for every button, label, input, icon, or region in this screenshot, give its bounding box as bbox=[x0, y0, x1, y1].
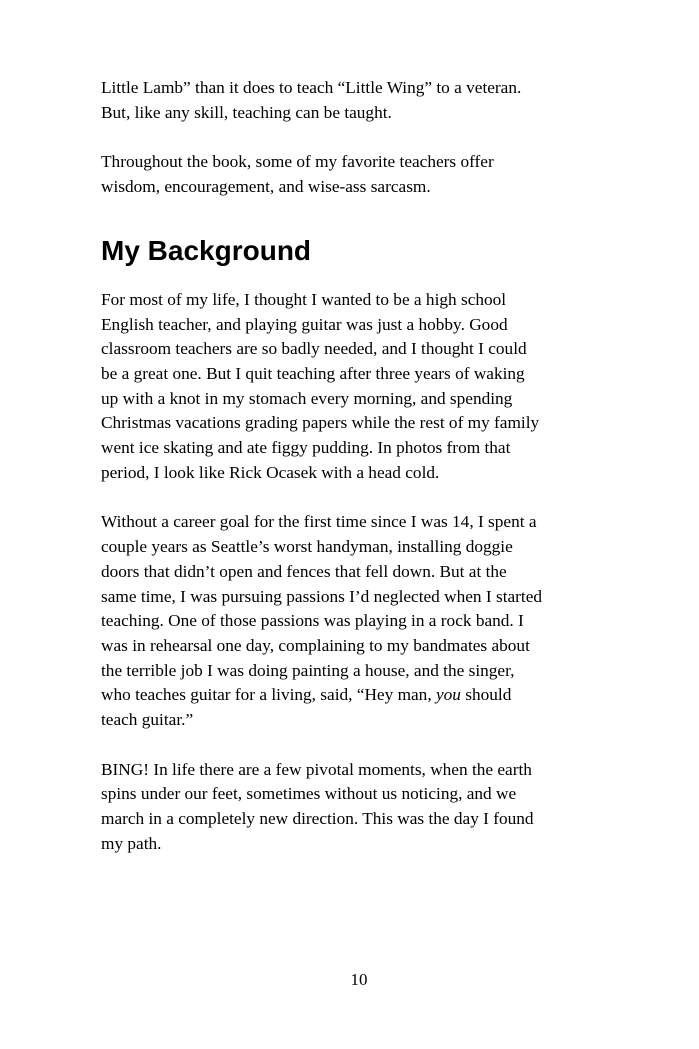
text-line: For most of my life, I thought I wanted to be a high school bbox=[101, 289, 507, 309]
text-line: couple years as Seattle’s worst handyman, installing doggie bbox=[101, 537, 513, 557]
text-line: was in rehearsal one day, complaining to my bandmates about bbox=[101, 635, 530, 655]
text-line: Throughout the book, some of my favorite teachers offer bbox=[101, 152, 494, 172]
text-line: my path. bbox=[101, 833, 162, 853]
text-line: Christmas vacations grading papers while the rest of my family bbox=[101, 413, 540, 433]
text-line: be a great one. But I quit teaching after three years of waking bbox=[101, 363, 525, 383]
text-line: teaching. One of those passions was playing in a rock band. I bbox=[101, 611, 524, 631]
text-line: march in a completely new direction. This was the day I found bbox=[101, 809, 534, 829]
text-line: same time, I was pursuing passions I’d neglected when I started bbox=[101, 586, 543, 606]
paragraph-continuation bbox=[101, 76, 607, 125]
text-line: the terrible job I was doing painting a house, and the singer, bbox=[101, 660, 515, 680]
text-line: wisdom, encouragement, and wise-ass sarcasm. bbox=[101, 177, 431, 197]
text-line: spins under our feet, sometimes without us noticing, and we bbox=[101, 784, 517, 804]
text-line: up with a knot in my stomach every morning, and spending bbox=[101, 388, 513, 408]
page-content bbox=[101, 76, 607, 857]
paragraph-background bbox=[101, 288, 607, 486]
text-line: doors that didn’t open and fences that fell down. But at the bbox=[101, 561, 507, 581]
text-line: classroom teachers are so badly needed, and I thought I could bbox=[101, 339, 527, 359]
text-line: teach guitar.” bbox=[101, 710, 194, 730]
emphasized-word: you bbox=[435, 685, 461, 705]
text-line bbox=[101, 683, 607, 708]
text-line: Without a career goal for the first time since I was 14, I spent a bbox=[101, 512, 537, 532]
text-segment: should bbox=[460, 685, 512, 705]
text-line: went ice skating and ate figgy pudding. In photos from that bbox=[101, 438, 511, 458]
paragraph-handyman bbox=[101, 510, 607, 732]
text-line: English teacher, and playing guitar was just a hobby. Good bbox=[101, 314, 508, 334]
text-line: period, I look like Rick Ocasek with a head cold. bbox=[101, 462, 440, 482]
section-heading: My Background bbox=[101, 234, 312, 266]
paragraph-bing bbox=[101, 758, 607, 857]
page-number: 10 bbox=[350, 970, 368, 989]
text-segment: who teaches guitar for a living, said, “Hey man, bbox=[101, 685, 436, 705]
paragraph-teachers bbox=[101, 150, 607, 199]
text-line: BING! In life there are a few pivotal moments, when the earth bbox=[101, 759, 532, 779]
text-line: Little Lamb” than it does to teach “Little Wing” to a veteran. bbox=[101, 78, 522, 97]
text-line: But, like any skill, teaching can be taught. bbox=[101, 102, 392, 122]
